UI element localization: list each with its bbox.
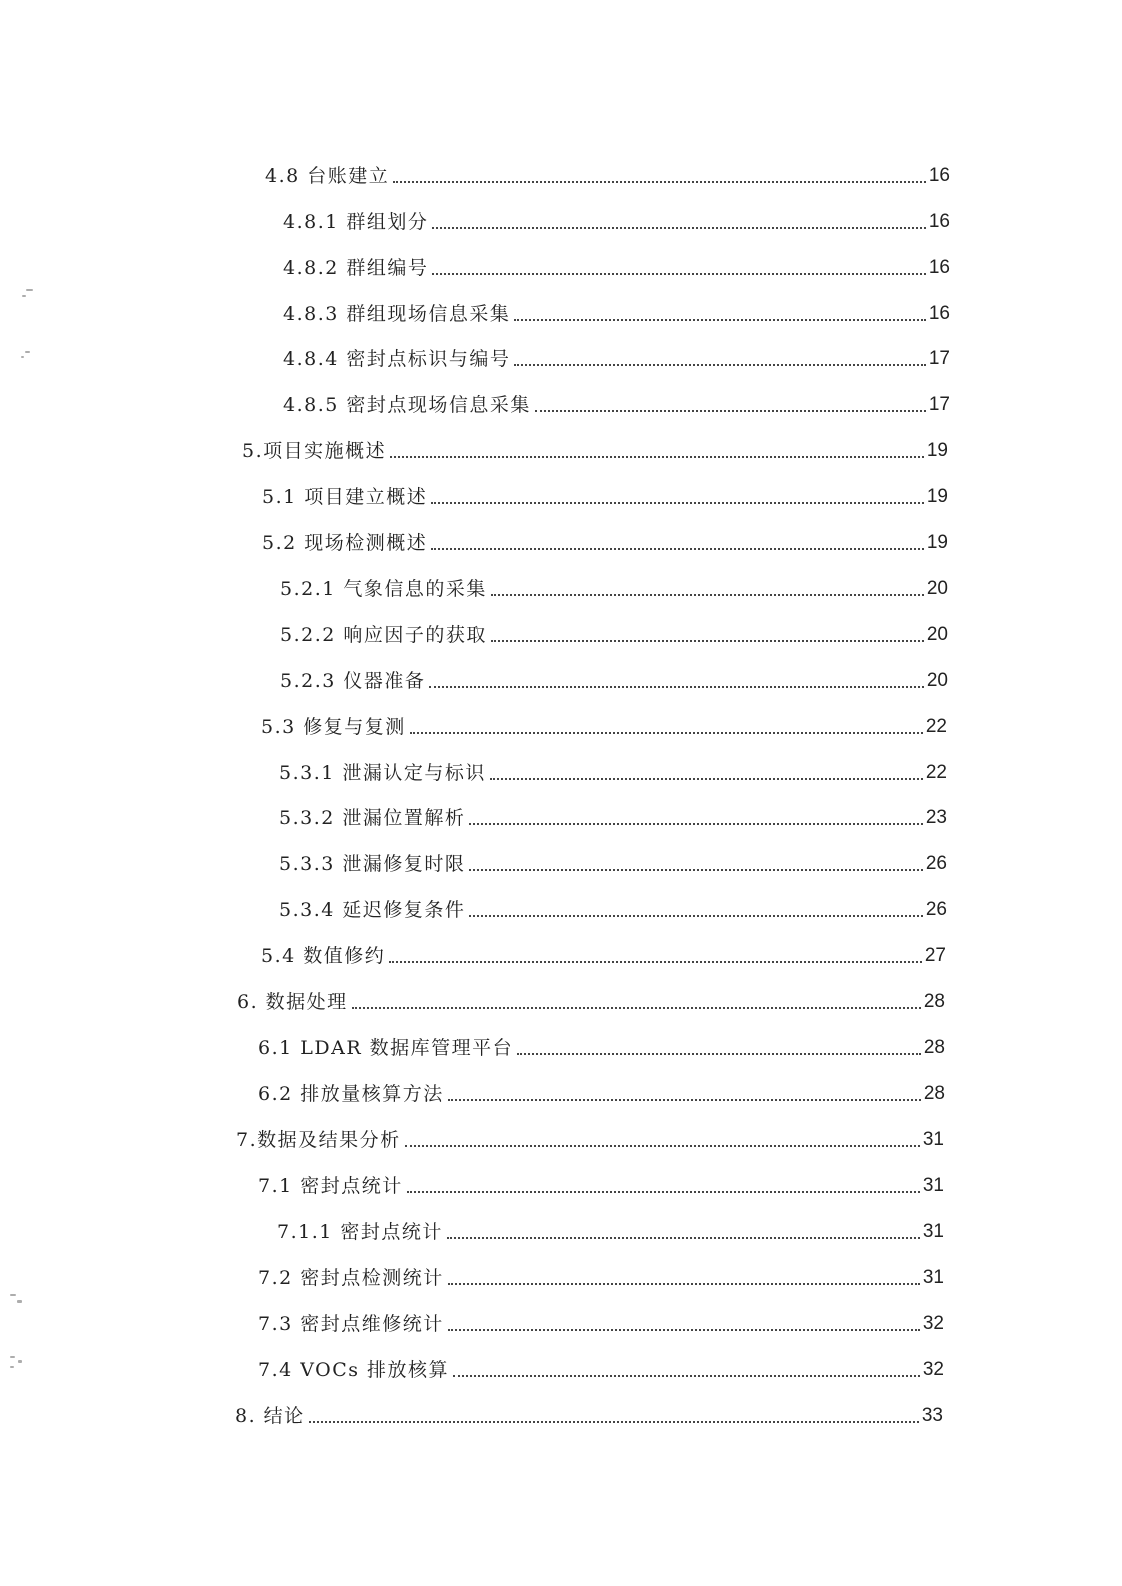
toc-page-number: 28 <box>923 1037 945 1058</box>
toc-entry-title: 8. 结论 <box>235 1405 305 1427</box>
toc-entry-level-1[interactable] <box>262 479 948 509</box>
toc-dot-leader <box>431 502 924 504</box>
toc-entry-level-2[interactable] <box>279 846 947 876</box>
toc-entry-title: 5.3 修复与复测 <box>261 716 406 738</box>
toc-dot-leader <box>514 319 926 321</box>
toc-entry-level-1[interactable] <box>261 709 947 739</box>
toc-entry-title: 4.8.2 群组编号 <box>283 257 429 279</box>
toc-entry-level-0[interactable] <box>235 1398 943 1428</box>
toc-entry-title: 7.3 密封点维修统计 <box>258 1313 444 1335</box>
scan-speck <box>10 1356 15 1358</box>
scan-speck <box>25 351 30 353</box>
toc-dot-leader <box>390 456 924 458</box>
toc-page-number: 16 <box>928 303 950 324</box>
toc-entry-title: 7.1.1 密封点统计 <box>277 1221 443 1243</box>
toc-entry-level-2[interactable] <box>279 800 947 830</box>
toc-dot-leader <box>448 1283 920 1285</box>
toc-page-number: 20 <box>926 670 948 691</box>
toc-page-number: 23 <box>925 807 947 828</box>
toc-entry-level-1[interactable] <box>258 1030 945 1060</box>
toc-entry-level-2[interactable] <box>283 387 950 417</box>
toc-entry-title: 5.3.4 延迟修复条件 <box>279 899 466 921</box>
toc-entry-level-2[interactable] <box>279 892 947 922</box>
toc-dot-leader <box>517 1053 921 1055</box>
scan-speck <box>18 1360 22 1363</box>
toc-page-number: 31 <box>922 1129 944 1150</box>
toc-page-number: 20 <box>926 624 948 645</box>
toc-dot-leader <box>448 1099 921 1101</box>
toc-entry-level-2[interactable] <box>280 571 948 601</box>
toc-dot-leader <box>393 181 926 183</box>
toc-page-number: 33 <box>921 1405 943 1426</box>
toc-dot-leader <box>469 823 923 825</box>
toc-dot-leader <box>535 410 926 412</box>
toc-entry-level-0[interactable] <box>237 984 945 1014</box>
toc-page-number: 26 <box>925 853 947 874</box>
scan-speck <box>21 356 24 358</box>
toc-entry-title: 7.2 密封点检测统计 <box>258 1267 444 1289</box>
toc-entry-level-2[interactable] <box>283 204 950 234</box>
toc-entry-title: 7.4 VOCs 排放核算 <box>258 1359 450 1381</box>
scan-speck <box>22 295 26 297</box>
toc-page-number: 27 <box>924 945 946 966</box>
toc-entry-title: 4.8.3 群组现场信息采集 <box>283 303 511 325</box>
toc-entry-title: 5.3.3 泄漏修复时限 <box>279 853 466 875</box>
toc-entry-title: 5.3.1 泄漏认定与标识 <box>279 762 486 784</box>
toc-entry-title: 5.2.2 响应因子的获取 <box>280 624 487 646</box>
toc-entry-title: 7.1 密封点统计 <box>258 1175 403 1197</box>
toc-entry-title: 5.2.3 仪器准备 <box>280 670 426 692</box>
scan-speck <box>26 289 33 291</box>
toc-page-number: 26 <box>925 899 947 920</box>
toc-dot-leader <box>469 869 923 871</box>
toc-entry-level-1[interactable] <box>261 938 946 968</box>
toc-entry-level-1[interactable] <box>258 1352 944 1382</box>
toc-page-number: 19 <box>926 486 948 507</box>
toc-page-number: 16 <box>928 211 950 232</box>
toc-entry-title: 5.1 项目建立概述 <box>262 486 428 508</box>
toc-entry-level-2[interactable] <box>280 663 948 693</box>
toc-page-number: 16 <box>928 165 950 186</box>
toc-entry-level-1[interactable] <box>258 1306 944 1336</box>
toc-entry-level-2[interactable] <box>283 250 950 280</box>
toc-entry-level-1[interactable] <box>258 1076 945 1106</box>
toc-entry-title: 4.8.1 群组划分 <box>283 211 429 233</box>
toc-entry-level-0[interactable] <box>236 1122 944 1152</box>
toc-page-number: 28 <box>923 991 945 1012</box>
toc-page-number: 22 <box>925 762 947 783</box>
scan-speck <box>10 1294 16 1296</box>
toc-entry-title: 4.8.5 密封点现场信息采集 <box>283 394 531 416</box>
toc-dot-leader <box>514 364 926 366</box>
toc-entry-title: 6.2 排放量核算方法 <box>258 1083 444 1105</box>
toc-dot-leader <box>431 548 924 550</box>
toc-dot-leader <box>490 778 923 780</box>
toc-dot-leader <box>448 1329 920 1331</box>
toc-dot-leader <box>447 1237 920 1239</box>
toc-entry-level-2[interactable] <box>283 341 950 371</box>
toc-dot-leader <box>432 227 926 229</box>
toc-dot-leader <box>410 732 923 734</box>
toc-dot-leader <box>432 273 926 275</box>
toc-page-number: 31 <box>922 1221 944 1242</box>
toc-page-number: 17 <box>928 348 950 369</box>
toc-entry-level-2[interactable] <box>277 1214 944 1244</box>
toc-dot-leader <box>491 640 924 642</box>
toc-entry-title: 6. 数据处理 <box>237 991 348 1013</box>
toc-dot-leader <box>352 1007 921 1009</box>
toc-page-number: 32 <box>922 1313 944 1334</box>
toc-entry-title: 7.数据及结果分析 <box>236 1129 401 1151</box>
toc-entry-level-1[interactable] <box>262 525 948 555</box>
toc-page-number: 17 <box>928 394 950 415</box>
toc-page-number: 19 <box>926 440 948 461</box>
toc-entry-level-1[interactable] <box>265 158 950 188</box>
toc-page-number: 31 <box>922 1267 944 1288</box>
toc-page-number: 16 <box>928 257 950 278</box>
toc-dot-leader <box>407 1191 920 1193</box>
toc-entry-title: 6.1 LDAR 数据库管理平台 <box>258 1037 514 1059</box>
toc-dot-leader <box>453 1375 920 1377</box>
toc-entry-level-2[interactable] <box>280 617 948 647</box>
toc-page-number: 31 <box>922 1175 944 1196</box>
toc-dot-leader <box>469 915 923 917</box>
scan-speck <box>10 1366 14 1368</box>
toc-page-number: 32 <box>922 1359 944 1380</box>
toc-dot-leader <box>309 1421 919 1423</box>
toc-entry-title: 4.8.4 密封点标识与编号 <box>283 348 511 370</box>
toc-page-number: 19 <box>926 532 948 553</box>
toc-entry-title: 5.2.1 气象信息的采集 <box>280 578 487 600</box>
toc-dot-leader <box>389 961 922 963</box>
toc-entry-level-2[interactable] <box>279 755 947 785</box>
toc-entry-level-1[interactable] <box>258 1168 944 1198</box>
toc-dot-leader <box>429 686 924 688</box>
toc-page-number: 20 <box>926 578 948 599</box>
toc-entry-title: 4.8 台账建立 <box>265 165 390 187</box>
toc-entry-level-1[interactable] <box>258 1260 944 1290</box>
toc-page-number: 22 <box>925 716 947 737</box>
toc-page-number: 28 <box>923 1083 945 1104</box>
toc-entry-title: 5.4 数值修约 <box>261 945 386 967</box>
toc-entry-level-2[interactable] <box>283 296 950 326</box>
toc-entry-title: 5.3.2 泄漏位置解析 <box>279 807 466 829</box>
toc-entry-level-0[interactable] <box>242 433 948 463</box>
toc-entry-title: 5.2 现场检测概述 <box>262 532 428 554</box>
scan-speck <box>17 1300 22 1303</box>
toc-dot-leader <box>491 594 924 596</box>
toc-dot-leader <box>405 1145 920 1147</box>
toc-entry-title: 5.项目实施概述 <box>242 440 387 462</box>
